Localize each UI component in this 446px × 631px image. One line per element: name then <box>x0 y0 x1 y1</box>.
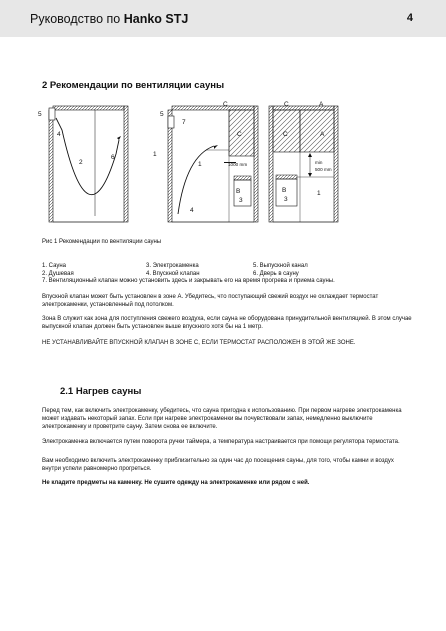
zone-b-d3: B <box>282 187 287 194</box>
ventilation-figure <box>0 96 446 231</box>
legend-item: 3. Электрокаменка <box>146 263 199 269</box>
section-2-1-heading: 2.1 Нагрев сауны <box>60 386 142 397</box>
zone-c-d3: C <box>283 131 288 138</box>
paragraph-heating-warning: Не кладите предметы на каменку. Не сушите одежду на электрокаменке или рядом с ней. <box>42 480 310 486</box>
label-4-d2: 4 <box>190 207 194 214</box>
diagram-2 <box>160 101 258 222</box>
legend-item: 4. Впускной клапан <box>146 270 200 277</box>
label-3-d2: 3 <box>239 197 243 204</box>
diagram-3 <box>269 101 338 222</box>
zone-c-d2: C <box>237 131 242 138</box>
label-1-d3: 1 <box>317 190 321 197</box>
paragraph-zone-a: Впускной клапан может быть установлен в зоне А. Убедитесь, что поступающий свежий воздух не охлаждает термостат электрокаменки, установленный под потолком. <box>42 294 379 309</box>
title-prefix: Руководство по <box>30 12 124 26</box>
legend-row <box>42 263 335 271</box>
paragraph-heating-2: Электрокаменка включается путем поворота ручки таймера, а температура настраивается при помощи регулятора термостата. <box>42 439 400 445</box>
diagram-1 <box>38 106 157 222</box>
paragraph-heating-3: Вам необходимо включить электрокаменку приблизительно за один час до посещения сауны, для того, чтобы камни и воздух внутри успели равномерно прогреться. <box>42 458 394 473</box>
page-number: 4 <box>406 12 413 24</box>
zone-c-d2-top: C <box>223 101 228 108</box>
label-2-d1: 2 <box>79 159 83 166</box>
dimension-1000mm: 1000 mm <box>228 162 248 167</box>
zone-b-d2: B <box>236 188 241 195</box>
paragraph-zone-b: Зона В служит как зона для поступления свежего воздуха, если сауна не оборудована принудительной вентиляцией. В этом случае выпускной клапан должен быть установлен выше впускного хотя бы на 1 метр. <box>42 316 412 331</box>
dimension-500mm: 500 mm <box>315 167 332 172</box>
legend-item: 5. Выпускной канал <box>253 263 308 269</box>
label-5-d2: 5 <box>160 111 164 118</box>
label-1-d1: 1 <box>153 151 157 158</box>
figure-legend <box>42 263 335 286</box>
zone-c-d3-top: C <box>284 101 289 108</box>
paragraph-heating-1: Перед тем, как включить электрокаменку, убедитесь, что сауна пригодна к использованию. При первом нагреве электрокаменка может издавать некоторый запах. Если при нагреве электрокаменки вы почувствовали запах, немедленно выключите электрокаменку и проветрите сауну. Затем снова ее включите. <box>42 408 402 431</box>
label-4-d1: 4 <box>57 131 61 138</box>
zone-a-d3-top: A <box>319 101 324 108</box>
legend-item: 7. Вентиляционный клапан можно установить здесь и закрывать его на время прогрева и приема сауны. <box>42 278 335 285</box>
section-2-heading: 2 Рекомендации по вентиляции сауны <box>42 80 225 91</box>
label-1-d2: 1 <box>198 161 202 168</box>
document-title <box>30 12 188 26</box>
label-6-d1: 6 <box>111 154 115 161</box>
legend-item: 2. Душевая <box>42 270 74 277</box>
figure-caption: Рис 1 Рекомендации по вентиляции сауны <box>42 239 162 245</box>
legend-item: 1. Сауна <box>42 263 66 269</box>
dimension-min: min <box>315 160 323 165</box>
label-7-d2: 7 <box>182 119 186 126</box>
paragraph-warning-zone-c: НЕ УСТАНАВЛИВАЙТЕ ВПУСКНОЙ КЛАПАН В ЗОНЕ С, ЕСЛИ ТЕРМОСТАТ РАСПОЛОЖЕН В ЭТОЙ ЖЕ ЗОНЕ. <box>42 340 356 346</box>
title-brand: Hanko STJ <box>123 12 189 26</box>
zone-a-d3: A <box>320 131 325 138</box>
label-3-d3: 3 <box>284 196 288 203</box>
page-header <box>0 0 446 37</box>
label-5-d1: 5 <box>38 111 42 118</box>
legend-item: 6. Дверь в сауну <box>253 270 299 277</box>
